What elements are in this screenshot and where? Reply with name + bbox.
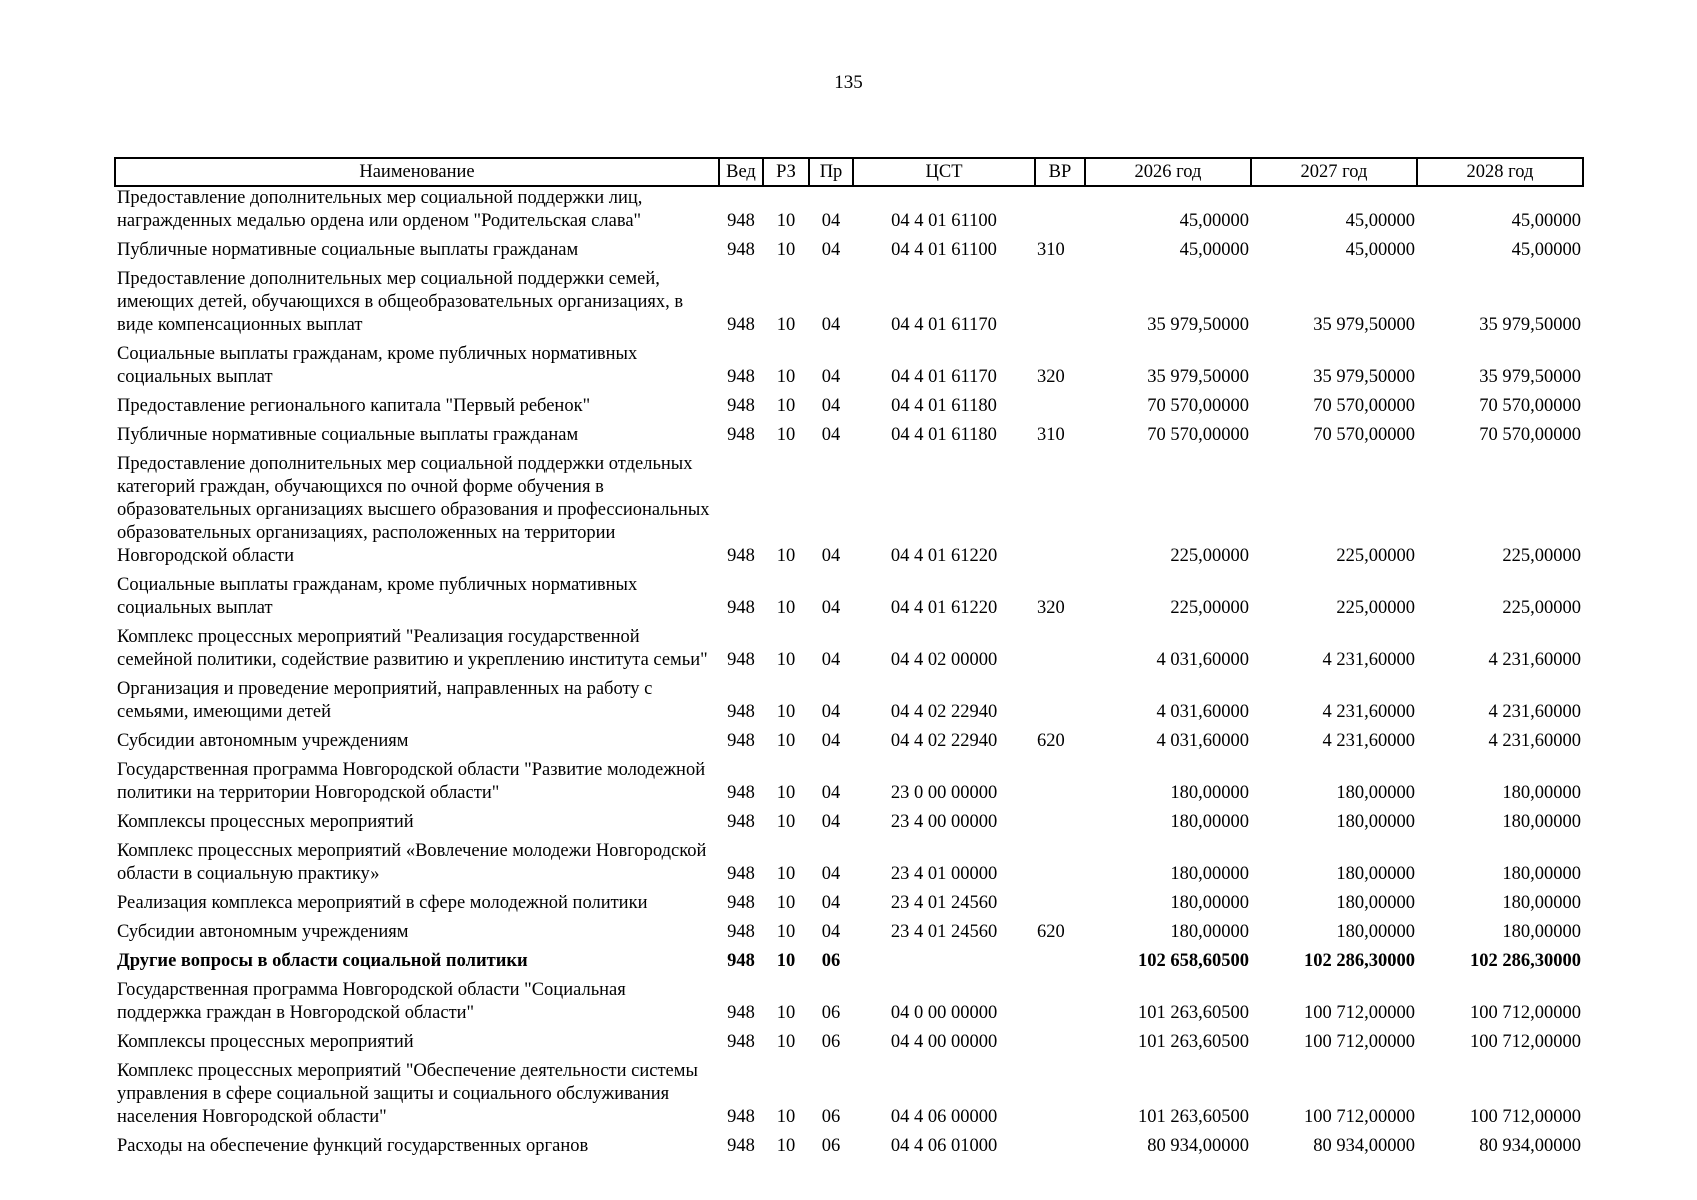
- cell-2027: 45,00000: [1345, 240, 1415, 260]
- cell-cst: 04 4 01 61180: [891, 425, 997, 445]
- cell-2026: 35 979,50000: [1147, 315, 1249, 335]
- table-row: [115, 424, 1583, 453]
- cell-2027: 180,00000: [1336, 864, 1415, 884]
- cell-name: Комплекс процессных мероприятий "Реализация государственной семейной политики, содействие развитию и укреплению института семьи": [117, 627, 708, 670]
- cell-rz: 10: [776, 598, 796, 618]
- cell-2026: 4 031,60000: [1156, 702, 1249, 722]
- cell-2026: 45,00000: [1179, 211, 1249, 231]
- cell-pr: 06: [821, 951, 841, 971]
- cell-2027: 35 979,50000: [1313, 315, 1415, 335]
- cell-rz: 10: [776, 1032, 796, 1052]
- cell-name: Публичные нормативные социальные выплаты гражданам: [117, 425, 579, 445]
- cell-name: Государственная программа Новгородской области "Развитие молодежной политики на территории Новгородской области": [117, 760, 706, 803]
- cell-2027: 180,00000: [1336, 922, 1415, 942]
- cell-2028: 102 286,30000: [1470, 951, 1581, 971]
- cell-2028: 45,00000: [1511, 211, 1581, 231]
- cell-2027: 4 231,60000: [1322, 702, 1415, 722]
- cell-pr: 04: [821, 367, 841, 387]
- cell-2028: 225,00000: [1502, 598, 1581, 618]
- cell-name: Предоставление дополнительных мер социальной поддержки лиц, награжденных медалью ордена или орденом "Родительская слава": [117, 188, 643, 231]
- cell-cst: 04 4 01 61170: [891, 315, 997, 335]
- header-pr: Пр: [809, 158, 853, 186]
- cell-2026: 35 979,50000: [1147, 367, 1249, 387]
- table-row: [115, 453, 1583, 574]
- cell-name: Комплекс процессных мероприятий "Обеспечение деятельности системы управления в сфере социальной защиты и социального обслуживания населения Новгородской области": [117, 1061, 698, 1127]
- cell-2028: 35 979,50000: [1479, 367, 1581, 387]
- cell-pr: 04: [821, 315, 841, 335]
- budget-table: [114, 157, 1584, 1164]
- cell-2026: 101 263,60500: [1138, 1107, 1249, 1127]
- cell-ved: 948: [727, 731, 755, 751]
- cell-2028: 4 231,60000: [1488, 731, 1581, 751]
- header-name: Наименование: [115, 158, 719, 186]
- cell-2026: 225,00000: [1170, 546, 1249, 566]
- cell-name: Другие вопросы в области социальной политики: [117, 951, 528, 971]
- table-row: [115, 626, 1583, 678]
- cell-ved: 948: [727, 864, 755, 884]
- cell-vr: [1035, 626, 1085, 678]
- header-rz: РЗ: [763, 158, 809, 186]
- cell-2027: 45,00000: [1345, 211, 1415, 231]
- cell-pr: 04: [821, 922, 841, 942]
- cell-2026: 180,00000: [1170, 864, 1249, 884]
- cell-2026: 102 658,60500: [1138, 951, 1249, 971]
- cell-ved: 948: [727, 211, 755, 231]
- table-row: [115, 1060, 1583, 1135]
- table-row: [115, 343, 1583, 395]
- cell-vr: [1035, 1060, 1085, 1135]
- cell-2027: 225,00000: [1336, 546, 1415, 566]
- cell-vr: [1035, 678, 1085, 730]
- cell-vr: [1035, 1135, 1085, 1164]
- cell-vr: [1035, 453, 1085, 574]
- table-row: [115, 840, 1583, 892]
- table-row: [115, 730, 1583, 759]
- cell-rz: 10: [776, 211, 796, 231]
- cell-pr: 04: [821, 812, 841, 832]
- cell-vr: [1035, 892, 1085, 921]
- cell-name: Предоставление дополнительных мер социальной поддержки семей, имеющих детей, обучающихся в общеобразовательных организациях, в виде компенсационных выплат: [117, 269, 684, 335]
- table-row: [115, 268, 1583, 343]
- cell-rz: 10: [776, 812, 796, 832]
- cell-2027: 70 570,00000: [1313, 396, 1415, 416]
- cell-2026: 180,00000: [1170, 922, 1249, 942]
- cell-name: Комплексы процессных мероприятий: [117, 812, 414, 832]
- cell-2027: 180,00000: [1336, 812, 1415, 832]
- header-ved: Вед: [719, 158, 763, 186]
- table-row: [115, 892, 1583, 921]
- cell-rz: 10: [776, 396, 796, 416]
- cell-vr: 620: [1037, 731, 1065, 751]
- cell-ved: 948: [727, 922, 755, 942]
- cell-cst: 04 4 01 61170: [891, 367, 997, 387]
- cell-name: Реализация комплекса мероприятий в сфере молодежной политики: [117, 893, 648, 913]
- cell-2026: 45,00000: [1179, 240, 1249, 260]
- cell-cst: 04 0 00 00000: [890, 1003, 998, 1023]
- cell-2027: 100 712,00000: [1304, 1003, 1415, 1023]
- cell-name: Предоставление дополнительных мер социальной поддержки отдельных категорий граждан, обучающихся по очной форме обучения в образовательных организациях высшего образования и профессиональных образовательных организациях, расположенных на территории Новгородской области: [117, 454, 710, 566]
- cell-rz: 10: [776, 546, 796, 566]
- cell-name: Предоставление регионального капитала "Первый ребенок": [117, 396, 591, 416]
- cell-pr: 04: [821, 425, 841, 445]
- cell-rz: 10: [776, 731, 796, 751]
- cell-vr: [1035, 186, 1085, 239]
- cell-rz: 10: [776, 922, 796, 942]
- cell-vr: [1035, 759, 1085, 811]
- cell-pr: 04: [821, 396, 841, 416]
- cell-cst: 04 4 06 00000: [890, 1107, 998, 1127]
- cell-name: Социальные выплаты гражданам, кроме публичных нормативных социальных выплат: [117, 344, 638, 387]
- cell-rz: 10: [776, 1107, 796, 1127]
- table-body: [115, 186, 1583, 1164]
- cell-2027: 180,00000: [1336, 893, 1415, 913]
- cell-2028: 180,00000: [1502, 812, 1581, 832]
- cell-2026: 70 570,00000: [1147, 396, 1249, 416]
- cell-ved: 948: [727, 396, 755, 416]
- header-2026: 2026 год: [1085, 158, 1251, 186]
- cell-2027: 102 286,30000: [1304, 951, 1415, 971]
- cell-2027: 35 979,50000: [1313, 367, 1415, 387]
- header-2027: 2027 год: [1251, 158, 1417, 186]
- cell-name: Комплекс процессных мероприятий «Вовлечение молодежи Новгородской области в социальную практику»: [117, 841, 707, 884]
- cell-pr: 04: [821, 650, 841, 670]
- cell-ved: 948: [727, 425, 755, 445]
- cell-2028: 100 712,00000: [1470, 1003, 1581, 1023]
- cell-cst: 23 4 00 00000: [890, 812, 998, 832]
- cell-pr: 04: [821, 211, 841, 231]
- cell-vr: 310: [1037, 240, 1065, 260]
- cell-2027: 180,00000: [1336, 783, 1415, 803]
- cell-rz: 10: [776, 315, 796, 335]
- table-row: [115, 239, 1583, 268]
- cell-rz: 10: [776, 367, 796, 387]
- table-row: [115, 950, 1583, 979]
- cell-ved: 948: [727, 1136, 755, 1156]
- cell-2026: 4 031,60000: [1156, 650, 1249, 670]
- cell-pr: 06: [821, 1136, 841, 1156]
- cell-cst: 04 4 02 22940: [890, 702, 998, 722]
- cell-2028: 225,00000: [1502, 546, 1581, 566]
- cell-vr: [1035, 268, 1085, 343]
- table-row: [115, 811, 1583, 840]
- cell-2026: 101 263,60500: [1138, 1003, 1249, 1023]
- cell-name: Расходы на обеспечение функций государственных органов: [117, 1136, 589, 1156]
- cell-pr: 04: [821, 864, 841, 884]
- cell-2028: 4 231,60000: [1488, 702, 1581, 722]
- cell-2028: 35 979,50000: [1479, 315, 1581, 335]
- cell-2028: 80 934,00000: [1479, 1136, 1581, 1156]
- table-row: [115, 678, 1583, 730]
- cell-rz: 10: [776, 240, 796, 260]
- table-row: [115, 574, 1583, 626]
- cell-pr: 06: [821, 1032, 841, 1052]
- cell-2028: 4 231,60000: [1488, 650, 1581, 670]
- cell-2026: 101 263,60500: [1138, 1032, 1249, 1052]
- cell-2028: 180,00000: [1502, 893, 1581, 913]
- cell-2027: 100 712,00000: [1304, 1032, 1415, 1052]
- cell-pr: 06: [821, 1107, 841, 1127]
- cell-rz: 10: [776, 951, 796, 971]
- cell-cst: 04 4 00 00000: [890, 1032, 998, 1052]
- cell-rz: 10: [776, 702, 796, 722]
- cell-name: Субсидии автономным учреждениям: [117, 922, 409, 942]
- cell-ved: 948: [727, 240, 755, 260]
- cell-pr: 04: [821, 598, 841, 618]
- cell-vr: [1035, 840, 1085, 892]
- cell-name: Государственная программа Новгородской области "Социальная поддержка граждан в Новгородской области": [117, 980, 626, 1023]
- cell-ved: 948: [727, 951, 755, 971]
- table-row: [115, 921, 1583, 950]
- cell-2026: 80 934,00000: [1147, 1136, 1249, 1156]
- cell-ved: 948: [727, 650, 755, 670]
- cell-cst: [853, 950, 1035, 979]
- cell-2028: 180,00000: [1502, 783, 1581, 803]
- cell-pr: 04: [821, 731, 841, 751]
- cell-2028: 180,00000: [1502, 864, 1581, 884]
- cell-2028: 100 712,00000: [1470, 1107, 1581, 1127]
- cell-name: Субсидии автономным учреждениям: [117, 731, 409, 751]
- cell-2027: 4 231,60000: [1322, 731, 1415, 751]
- cell-name: Социальные выплаты гражданам, кроме публичных нормативных социальных выплат: [117, 575, 638, 618]
- cell-cst: 04 4 01 61220: [890, 598, 998, 618]
- cell-cst: 23 4 01 00000: [890, 864, 998, 884]
- cell-vr: [1035, 979, 1085, 1031]
- cell-ved: 948: [727, 893, 755, 913]
- cell-pr: 06: [821, 1003, 841, 1023]
- cell-pr: 04: [821, 702, 841, 722]
- cell-ved: 948: [727, 702, 755, 722]
- header-2028: 2028 год: [1417, 158, 1583, 186]
- header-vr: ВР: [1035, 158, 1085, 186]
- cell-2028: 180,00000: [1502, 922, 1581, 942]
- cell-vr: 320: [1037, 598, 1065, 618]
- table-row: [115, 395, 1583, 424]
- cell-cst: 04 4 01 61100: [891, 211, 997, 231]
- cell-2027: 225,00000: [1336, 598, 1415, 618]
- table-header-row: [115, 158, 1583, 186]
- cell-2028: 45,00000: [1511, 240, 1581, 260]
- cell-ved: 948: [727, 598, 755, 618]
- cell-ved: 948: [727, 367, 755, 387]
- table-row: [115, 979, 1583, 1031]
- cell-cst: 04 4 01 61180: [891, 396, 997, 416]
- cell-2027: 100 712,00000: [1304, 1107, 1415, 1127]
- cell-2026: 225,00000: [1170, 598, 1249, 618]
- header-cst: ЦСТ: [853, 158, 1035, 186]
- cell-vr: 320: [1037, 367, 1065, 387]
- table-row: [115, 1031, 1583, 1060]
- cell-2026: 4 031,60000: [1156, 731, 1249, 751]
- cell-2026: 70 570,00000: [1147, 425, 1249, 445]
- cell-ved: 948: [727, 783, 755, 803]
- cell-rz: 10: [776, 893, 796, 913]
- cell-name: Публичные нормативные социальные выплаты гражданам: [117, 240, 579, 260]
- cell-2028: 70 570,00000: [1479, 396, 1581, 416]
- table-row: [115, 1135, 1583, 1164]
- cell-vr: [1035, 950, 1085, 979]
- cell-rz: 10: [776, 1136, 796, 1156]
- cell-pr: 04: [821, 783, 841, 803]
- cell-pr: 04: [821, 240, 841, 260]
- cell-2027: 4 231,60000: [1322, 650, 1415, 670]
- cell-ved: 948: [727, 546, 755, 566]
- table-row: [115, 186, 1583, 239]
- cell-vr: [1035, 811, 1085, 840]
- cell-cst: 23 4 01 24560: [890, 922, 998, 942]
- cell-name: Комплексы процессных мероприятий: [117, 1032, 414, 1052]
- cell-2026: 180,00000: [1170, 812, 1249, 832]
- cell-ved: 948: [727, 1032, 755, 1052]
- cell-cst: 04 4 01 61100: [891, 240, 997, 260]
- cell-cst: 04 4 06 01000: [890, 1136, 998, 1156]
- cell-2026: 180,00000: [1170, 783, 1249, 803]
- cell-2028: 70 570,00000: [1479, 425, 1581, 445]
- cell-ved: 948: [727, 1107, 755, 1127]
- cell-vr: [1035, 1031, 1085, 1060]
- cell-ved: 948: [727, 1003, 755, 1023]
- cell-2027: 70 570,00000: [1313, 425, 1415, 445]
- cell-vr: 310: [1037, 425, 1065, 445]
- cell-cst: 04 4 02 22940: [890, 731, 998, 751]
- cell-cst: 04 4 02 00000: [890, 650, 998, 670]
- cell-2026: 180,00000: [1170, 893, 1249, 913]
- cell-cst: 23 0 00 00000: [890, 783, 998, 803]
- cell-rz: 10: [776, 1003, 796, 1023]
- cell-pr: 04: [821, 546, 841, 566]
- cell-pr: 04: [821, 893, 841, 913]
- cell-name: Организация и проведение мероприятий, направленных на работу с семьями, имеющими детей: [117, 679, 653, 722]
- cell-ved: 948: [727, 812, 755, 832]
- cell-rz: 10: [776, 650, 796, 670]
- cell-rz: 10: [776, 864, 796, 884]
- cell-vr: [1035, 395, 1085, 424]
- cell-ved: 948: [727, 315, 755, 335]
- cell-rz: 10: [776, 783, 796, 803]
- cell-2027: 80 934,00000: [1313, 1136, 1415, 1156]
- cell-rz: 10: [776, 425, 796, 445]
- cell-cst: 04 4 01 61220: [890, 546, 998, 566]
- cell-2028: 100 712,00000: [1470, 1032, 1581, 1052]
- table-row: [115, 759, 1583, 811]
- cell-cst: 23 4 01 24560: [890, 893, 998, 913]
- cell-vr: 620: [1037, 922, 1065, 942]
- page-number: 135: [834, 72, 863, 93]
